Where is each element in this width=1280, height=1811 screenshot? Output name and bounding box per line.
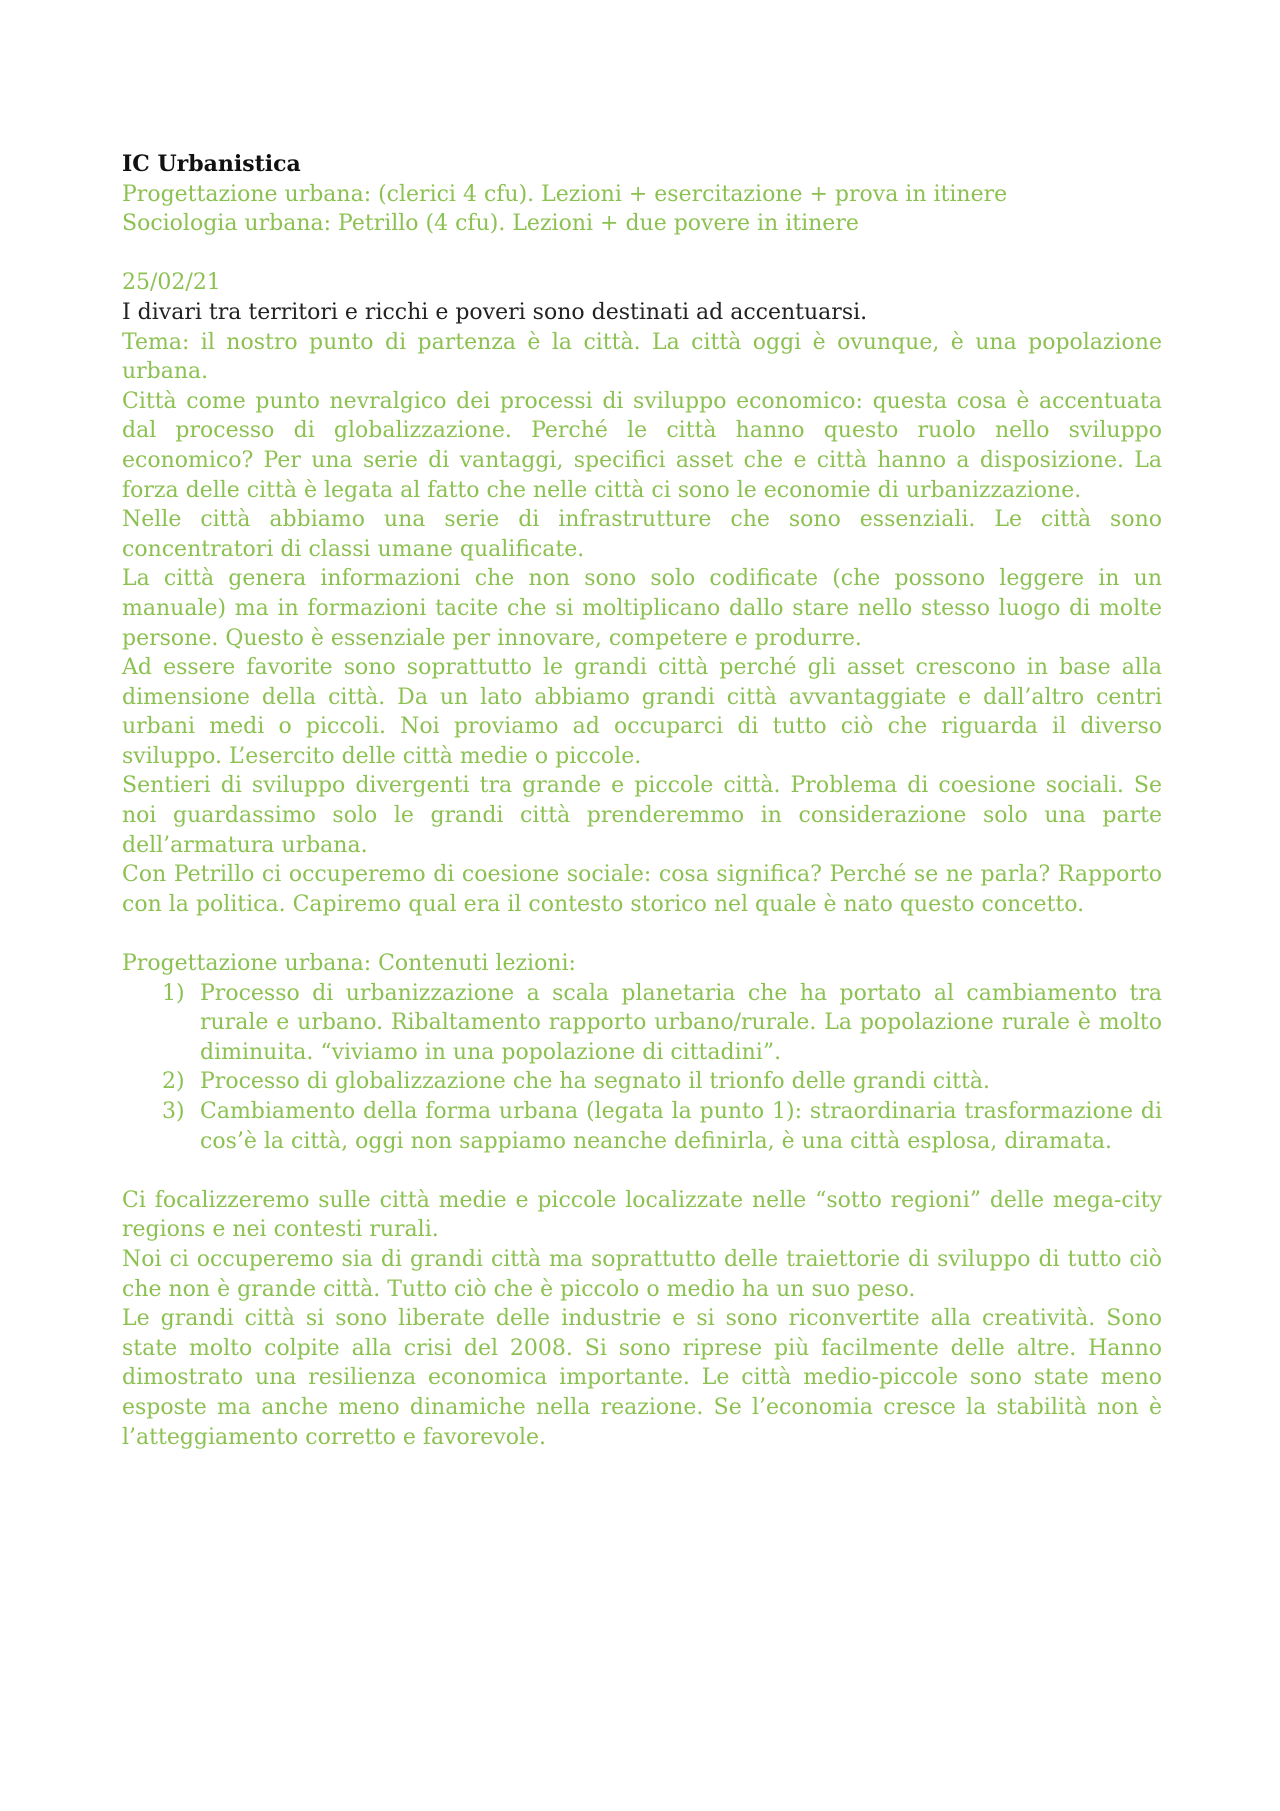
list-item-text: Processo di globalizzazione che ha segnato il trionfo delle grandi città. [200,1069,990,1095]
spacer [122,919,1162,949]
paragraph: Tema: il nostro punto di partenza è la città. La città oggi è ovunque, è una popolazione urbana. [122,329,1162,385]
paragraph: Sentieri di sviluppo divergenti tra grande e piccole città. Problema di coesione sociali. Se noi guardassimo solo le grandi città prenderemmo in considerazione solo una parte dell’armatura urbana. [122,773,1162,858]
list-item [122,1067,1162,1097]
document-page [122,150,1162,1452]
section-heading: Progettazione urbana: Contenuti lezioni: [122,951,576,977]
paragraph: Ci focalizzeremo sulle città medie e piccole localizzate nelle “sotto regioni” delle mega-city regions e nei contesti rurali. [122,1187,1162,1243]
list-item-number: 2) [162,1069,185,1095]
course-line-progettazione: Progettazione urbana: (clerici 4 cfu). Lezioni + esercitazione + prova in itinere [122,181,1008,207]
list-item-text: Processo di urbanizzazione a scala planetaria che ha portato al cambiamento tra rurale e urbano. Ribaltamento rapporto urbano/rurale. La popolazione rurale è molto diminuita. “viviamo in una popolazione di cittadini”. [200,980,1162,1065]
document-title: IC Urbanistica [122,151,301,177]
spacer [122,239,1162,269]
list-item-number: 3) [162,1099,185,1124]
paragraph: Noi ci occuperemo sia di grandi città ma soprattutto delle traiettorie di sviluppo di tutto ciò che non è grande città. Tutto ciò che è piccolo o medio ha un suo peso. [122,1246,1162,1302]
list-item-text: Cambiamento della forma urbana (legata la punto 1): straordinaria trasformazione di cos’è la città, oggi non sappiamo neanche definirla, è una città esplosa, diramata. [200,1099,1162,1154]
list-item [122,979,1162,1068]
lesson-contents-list [122,979,1162,1157]
list-item-number: 1) [162,980,185,1006]
spacer [122,1156,1162,1186]
course-line-sociologia: Sociologia urbana: Petrillo (4 cfu). Lezioni + due povere in itinere [122,211,859,237]
lecture-date: 25/02/21 [122,270,221,296]
list-item [122,1097,1162,1156]
paragraph: Città come punto nevralgico dei processi di sviluppo economico: questa cosa è accentuata dal processo di globalizzazione. Perché le città hanno questo ruolo nello sviluppo economico? Per una serie di vantaggi, specifici asset che e città hanno a disposizione. La forza delle città è legata al fatto che nelle città ci sono le economie di urbanizzazione. [122,388,1162,503]
paragraph: Con Petrillo ci occuperemo di coesione sociale: cosa significa? Perché se ne parla? Rapporto con la politica. Capiremo qual era il contesto storico nel quale è nato questo concetto. [122,862,1162,917]
intro-line: I divari tra territori e ricchi e poveri sono destinati ad accentuarsi. [122,299,868,325]
paragraph: Le grandi città si sono liberate delle industrie e si sono riconvertite alla creatività. Sono state molto colpite alla crisi del 2008. Si sono riprese più facilmente delle altre. Hanno dimostrato una resilienza economica importante. Le città medio-piccole sono state meno esposte ma anche meno dinamiche nella reazione. Se l’economia cresce la stabilità non è l’atteggiamento corretto e favorevole. [122,1306,1162,1450]
paragraph: Ad essere favorite sono soprattutto le grandi città perché gli asset crescono in base alla dimensione della città. Da un lato abbiamo grandi città avvantaggiate e dall’altro centri urbani medi o piccoli. Noi proviamo ad occuparci di tutto ciò che riguarda il diverso sviluppo. L’esercito delle città medie o piccole. [122,655,1162,769]
paragraph: La città genera informazioni che non sono solo codificate (che possono leggere in un manuale) ma in formazioni tacite che si moltiplicano dallo stare nello stesso luogo di molte persone. Questo è essenziale per innovare, competere e produrre. [122,566,1162,651]
paragraph: Nelle città abbiamo una serie di infrastrutture che sono essenziali. Le città sono concentratori di classi umane qualificate. [122,507,1162,562]
